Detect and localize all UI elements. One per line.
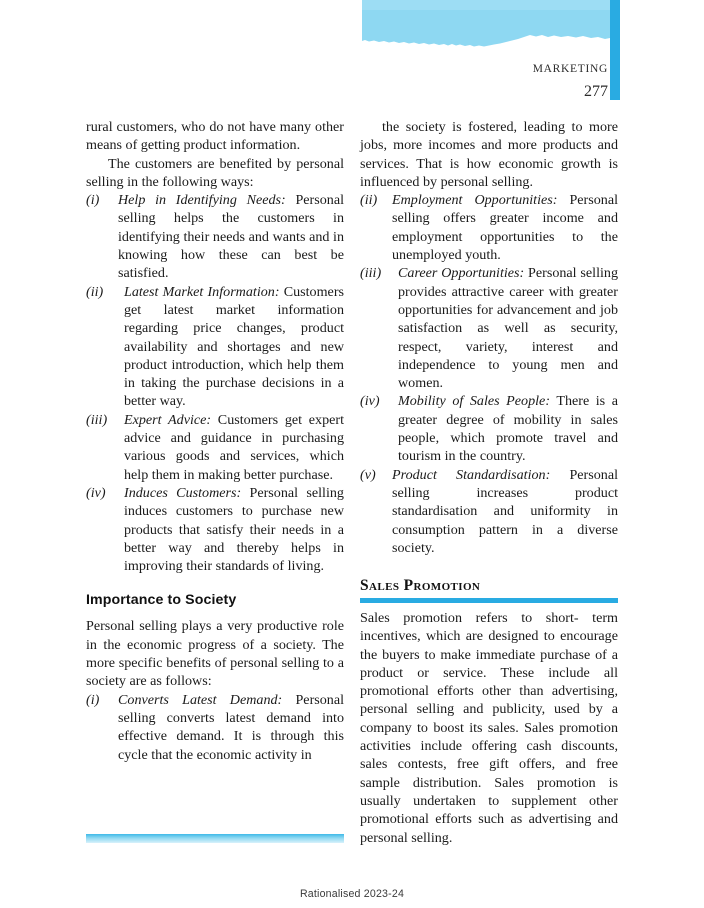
list-item-text: Personal selling provides attractive career with greater opportunities for advancement and job satisfaction as well as security, respect, variety, interest and independence to young men and women. xyxy=(398,265,619,392)
list-marker: (iii) xyxy=(360,265,382,282)
list-item xyxy=(86,484,344,575)
list-item xyxy=(360,191,618,264)
paragraph-sales-promotion: Sales promotion refers to short- term incentives, which are designed to encourage the buyers to make immediate purchase of a product or service. These include all promotional efforts other than advertising, personal selling and publicity, used by a company to boost its sales. Sales promotion activities include offering cash discounts, sales contests, free gift offers, and free sample distribution. Sales promotion is usually undertaken to supplement other promotional efforts such as advertising and personal selling. xyxy=(360,609,618,846)
list-marker: (i) xyxy=(86,192,100,209)
list-item-term: Product Standardisation: xyxy=(392,466,551,483)
section-heading-rule xyxy=(360,598,618,603)
list-marker: (iv) xyxy=(360,393,380,410)
list-item-term: Expert Advice: xyxy=(124,411,212,428)
list-item-text: Personal selling increases product standardisation and uniformity in consumption pattern in a diverse society. xyxy=(392,466,618,556)
list-item-text: Personal selling converts latest demand into effective demand. It is through this cycle that the economic activity in xyxy=(118,691,345,763)
list-item xyxy=(360,264,618,392)
list-item-term: Mobility of Sales People: xyxy=(398,393,551,410)
list-item xyxy=(86,691,344,764)
torn-paper-banner-decoration xyxy=(362,0,610,52)
list-marker: (v) xyxy=(360,466,376,483)
list-item-term: Induces Customers: xyxy=(124,484,242,501)
heading-importance-to-society: Importance to Society xyxy=(86,592,237,609)
list-item xyxy=(86,191,344,282)
list-marker: (i) xyxy=(86,691,100,708)
list-item-text: Personal selling helps the customers in identifying their needs and wants and in knowing how these can best be satisfied. xyxy=(118,192,344,282)
left-column xyxy=(86,118,344,764)
list-item-term: Latest Market Information: xyxy=(124,283,280,300)
list-item xyxy=(86,283,344,411)
heading-sales-promotion: Sales Promotion xyxy=(360,577,481,595)
list-item-term: Career Opportunities: xyxy=(398,265,525,282)
list-item-text: Personal selling offers greater income and employment opportunities to the unemployed youth. xyxy=(392,192,618,264)
page-content xyxy=(86,118,619,846)
list-item-term: Help in Identifying Needs: xyxy=(118,192,286,209)
paragraph-customer-benefits-intro: The customers are benefited by personal selling in the following ways: xyxy=(86,155,344,190)
list-item-term: Employment Opportunities: xyxy=(392,192,558,209)
list-marker: (ii) xyxy=(86,283,104,300)
list-society-benefits-part1 xyxy=(86,691,344,764)
list-customer-benefits xyxy=(86,191,344,575)
list-item xyxy=(360,466,618,557)
list-marker: (ii) xyxy=(360,192,378,209)
list-marker: (iv) xyxy=(86,484,106,501)
bottom-accent-bar xyxy=(86,834,344,843)
right-column xyxy=(360,118,618,847)
list-item xyxy=(360,392,618,465)
list-item xyxy=(86,411,344,484)
list-marker: (iii) xyxy=(86,411,108,428)
list-item-text: Customers get latest market information regarding price changes, product availability and shortages and new product introduction, which help them in taking the purchase decisions in a better way. xyxy=(124,283,344,410)
list-item-term: Converts Latest Demand: xyxy=(118,691,283,708)
paragraph-society-intro: Personal selling plays a very productive role in the economic progress of a society. The more specific benefits of personal selling to a society are as follows: xyxy=(86,618,344,690)
running-head-title: MARKETING xyxy=(532,63,608,75)
section-heading-group xyxy=(360,577,618,603)
paragraph-continuation-left: rural customers, who do not have many other means of getting product information. xyxy=(86,119,344,154)
list-item-text: Customers get expert advice and guidance in purchasing various goods and services, which help them in making better purchase. xyxy=(124,411,344,483)
page-footer: Rationalised 2023-24 xyxy=(299,888,405,900)
paragraph-continuation-right: the society is fostered, leading to more jobs, more incomes and more products and services. That is how economic growth is influenced by personal selling. xyxy=(360,119,618,190)
list-society-benefits-part2 xyxy=(360,191,618,557)
list-item-text: Personal selling induces customers to purchase new products that satisfy their needs in a better way and thereby helps in improving their standards of living. xyxy=(124,484,344,575)
page-edge-accent-bar xyxy=(610,0,620,100)
page-number: 277 xyxy=(584,82,608,100)
list-item-text: There is a greater degree of mobility in sales people, which promote travel and tourism in the country. xyxy=(398,393,618,465)
running-head xyxy=(408,63,608,100)
